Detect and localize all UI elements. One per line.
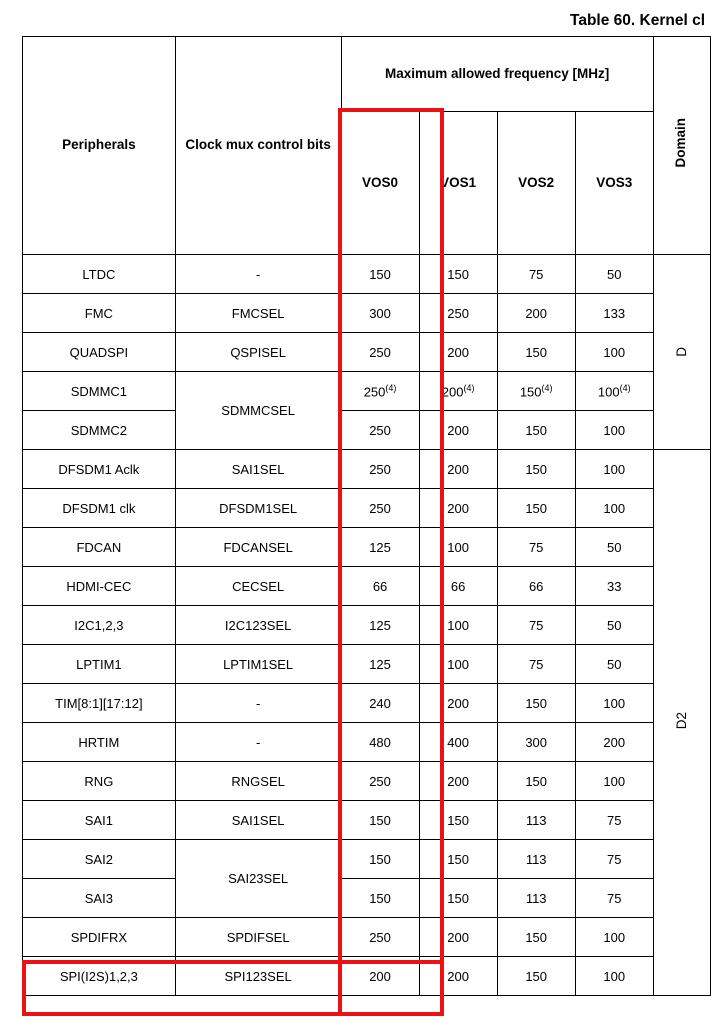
- cell-vos0: 150: [341, 801, 419, 840]
- cell-mux: SAI23SEL: [175, 840, 341, 918]
- table-row: [23, 879, 711, 918]
- cell-vos2: 150: [497, 489, 575, 528]
- table-row: [23, 411, 711, 450]
- table-row: [23, 801, 711, 840]
- cell-vos2: 113: [497, 801, 575, 840]
- cell-vos3: 100: [575, 489, 653, 528]
- cell-domain-second: [653, 450, 710, 996]
- cell-peripheral: LTDC: [23, 255, 176, 294]
- cell-vos0: [341, 372, 419, 411]
- cell-vos0: 250: [341, 762, 419, 801]
- cell-vos0: 125: [341, 528, 419, 567]
- cell-vos1: 100: [419, 528, 497, 567]
- table-body: [23, 255, 711, 996]
- cell-mux: SDMMCSEL: [175, 372, 341, 450]
- cell-vos1: 200: [419, 411, 497, 450]
- table-caption: Table 60. Kernel cl: [570, 12, 705, 29]
- cell-vos3-value: 100: [597, 384, 620, 400]
- cell-vos1: 200: [419, 684, 497, 723]
- cell-peripheral: I2C1,2,3: [23, 606, 176, 645]
- cell-mux: FDCANSEL: [175, 528, 341, 567]
- domain-label-first: D: [674, 346, 690, 357]
- table-row: [23, 723, 711, 762]
- cell-peripheral: HRTIM: [23, 723, 176, 762]
- table-row: [23, 528, 711, 567]
- cell-mux: -: [175, 255, 341, 294]
- cell-peripheral: SAI1: [23, 801, 176, 840]
- cell-vos2: 75: [497, 255, 575, 294]
- cell-vos0: 250: [341, 918, 419, 957]
- cell-vos3: [575, 372, 653, 411]
- cell-vos0: 250: [341, 333, 419, 372]
- table-row: [23, 762, 711, 801]
- table-header-row-1: [23, 37, 711, 112]
- cell-vos2: 150: [497, 333, 575, 372]
- cell-vos3: 100: [575, 684, 653, 723]
- cell-vos2: 200: [497, 294, 575, 333]
- cell-peripheral: DFSDM1 clk: [23, 489, 176, 528]
- cell-vos3: 50: [575, 255, 653, 294]
- cell-mux: RNGSEL: [175, 762, 341, 801]
- cell-vos2-value: 150: [519, 384, 542, 400]
- table-row: [23, 255, 711, 294]
- cell-peripheral: RNG: [23, 762, 176, 801]
- cell-vos2: 300: [497, 723, 575, 762]
- cell-vos0: 150: [341, 255, 419, 294]
- table-row: [23, 840, 711, 879]
- cell-peripheral: HDMI-CEC: [23, 567, 176, 606]
- cell-peripheral: SAI2: [23, 840, 176, 879]
- table-row: [23, 918, 711, 957]
- table-row: [23, 372, 711, 411]
- table-row: [23, 333, 711, 372]
- cell-vos1: 200: [419, 918, 497, 957]
- cell-vos2: 75: [497, 606, 575, 645]
- cell-vos0: 150: [341, 879, 419, 918]
- cell-vos2: 113: [497, 840, 575, 879]
- header-maximum-allowed-frequency: Maximum allowed frequency [MHz]: [341, 37, 653, 112]
- cell-vos3: 100: [575, 450, 653, 489]
- cell-vos3-note: (4): [619, 382, 631, 393]
- table-row: [23, 957, 711, 996]
- cell-vos3: 50: [575, 645, 653, 684]
- cell-peripheral: SAI3: [23, 879, 176, 918]
- table-row: [23, 567, 711, 606]
- cell-mux: FMCSEL: [175, 294, 341, 333]
- cell-peripheral: SPDIFRX: [23, 918, 176, 957]
- cell-peripheral: SPI(I2S)1,2,3: [23, 957, 176, 996]
- cell-mux: -: [175, 723, 341, 762]
- cell-vos0: 250: [341, 489, 419, 528]
- cell-vos0: 240: [341, 684, 419, 723]
- cell-vos2: 75: [497, 528, 575, 567]
- cell-mux: I2C123SEL: [175, 606, 341, 645]
- cell-vos2: 150: [497, 957, 575, 996]
- cell-vos3: 75: [575, 879, 653, 918]
- cell-vos3: 100: [575, 918, 653, 957]
- table-row: [23, 606, 711, 645]
- table-row: [23, 645, 711, 684]
- cell-vos1-value: 200: [441, 384, 464, 400]
- cell-vos0: 200: [341, 957, 419, 996]
- cell-mux: SPI123SEL: [175, 957, 341, 996]
- cell-vos1: 100: [419, 645, 497, 684]
- header-vos3: VOS3: [575, 112, 653, 255]
- cell-vos0: 480: [341, 723, 419, 762]
- cell-vos0: 125: [341, 606, 419, 645]
- header-domain-label: Domain: [673, 118, 689, 168]
- cell-vos1: 200: [419, 333, 497, 372]
- cell-vos3: 50: [575, 528, 653, 567]
- cell-mux: SPDIFSEL: [175, 918, 341, 957]
- header-vos1: VOS1: [419, 112, 497, 255]
- cell-peripheral: SDMMC2: [23, 411, 176, 450]
- cell-mux: SAI1SEL: [175, 801, 341, 840]
- cell-vos3: 133: [575, 294, 653, 333]
- cell-peripheral: LPTIM1: [23, 645, 176, 684]
- cell-vos1: 150: [419, 879, 497, 918]
- cell-vos0: 300: [341, 294, 419, 333]
- cell-vos3: 50: [575, 606, 653, 645]
- header-domain: [653, 37, 710, 255]
- cell-vos1: 200: [419, 957, 497, 996]
- cell-vos3: 75: [575, 801, 653, 840]
- cell-vos3: 100: [575, 333, 653, 372]
- cell-vos1: 66: [419, 567, 497, 606]
- cell-peripheral: TIM[8:1][17:12]: [23, 684, 176, 723]
- cell-vos2: 150: [497, 762, 575, 801]
- cell-vos2: 66: [497, 567, 575, 606]
- cell-peripheral: FDCAN: [23, 528, 176, 567]
- cell-vos1: 400: [419, 723, 497, 762]
- cell-mux: CECSEL: [175, 567, 341, 606]
- cell-mux: LPTIM1SEL: [175, 645, 341, 684]
- table-header: [23, 37, 711, 255]
- cell-mux: DFSDM1SEL: [175, 489, 341, 528]
- cell-vos1: 200: [419, 450, 497, 489]
- cell-vos0-value: 250: [363, 384, 386, 400]
- cell-vos2: [497, 372, 575, 411]
- cell-vos1: 150: [419, 255, 497, 294]
- cell-mux: -: [175, 684, 341, 723]
- cell-vos0: 66: [341, 567, 419, 606]
- cell-vos2: 150: [497, 411, 575, 450]
- table-row: [23, 294, 711, 333]
- cell-vos2: 150: [497, 918, 575, 957]
- cell-vos0: 150: [341, 840, 419, 879]
- cell-vos2-note: (4): [541, 382, 553, 393]
- table-row: [23, 489, 711, 528]
- cell-vos1: 150: [419, 840, 497, 879]
- table-row: [23, 684, 711, 723]
- cell-peripheral: DFSDM1 Aclk: [23, 450, 176, 489]
- cell-mux: SAI1SEL: [175, 450, 341, 489]
- cell-vos3: 100: [575, 762, 653, 801]
- cell-vos0-note: (4): [385, 382, 397, 393]
- cell-domain-first: [653, 255, 710, 450]
- cell-vos2: 113: [497, 879, 575, 918]
- cell-vos2: 75: [497, 645, 575, 684]
- cell-vos0: 250: [341, 411, 419, 450]
- cell-vos2: 150: [497, 684, 575, 723]
- cell-vos1: 150: [419, 801, 497, 840]
- cell-vos1: [419, 372, 497, 411]
- table-row: [23, 450, 711, 489]
- cell-vos3: 75: [575, 840, 653, 879]
- cell-vos1-note: (4): [463, 382, 475, 393]
- cell-vos0: 125: [341, 645, 419, 684]
- cell-vos3: 100: [575, 957, 653, 996]
- cell-vos3: 100: [575, 411, 653, 450]
- domain-label-second: D2: [674, 712, 690, 730]
- cell-peripheral: QUADSPI: [23, 333, 176, 372]
- cell-vos3: 200: [575, 723, 653, 762]
- cell-vos1: 100: [419, 606, 497, 645]
- cell-vos1: 200: [419, 762, 497, 801]
- header-vos0: VOS0: [341, 112, 419, 255]
- cell-vos1: 250: [419, 294, 497, 333]
- kernel-clock-frequency-table: [22, 36, 711, 996]
- header-vos2: VOS2: [497, 112, 575, 255]
- cell-peripheral: FMC: [23, 294, 176, 333]
- cell-vos3: 33: [575, 567, 653, 606]
- cell-peripheral: SDMMC1: [23, 372, 176, 411]
- cell-vos2: 150: [497, 450, 575, 489]
- header-peripherals: Peripherals: [23, 37, 176, 255]
- cell-vos0: 250: [341, 450, 419, 489]
- header-clock-mux-control-bits: Clock mux control bits: [175, 37, 341, 255]
- cell-mux: QSPISEL: [175, 333, 341, 372]
- cell-vos1: 200: [419, 489, 497, 528]
